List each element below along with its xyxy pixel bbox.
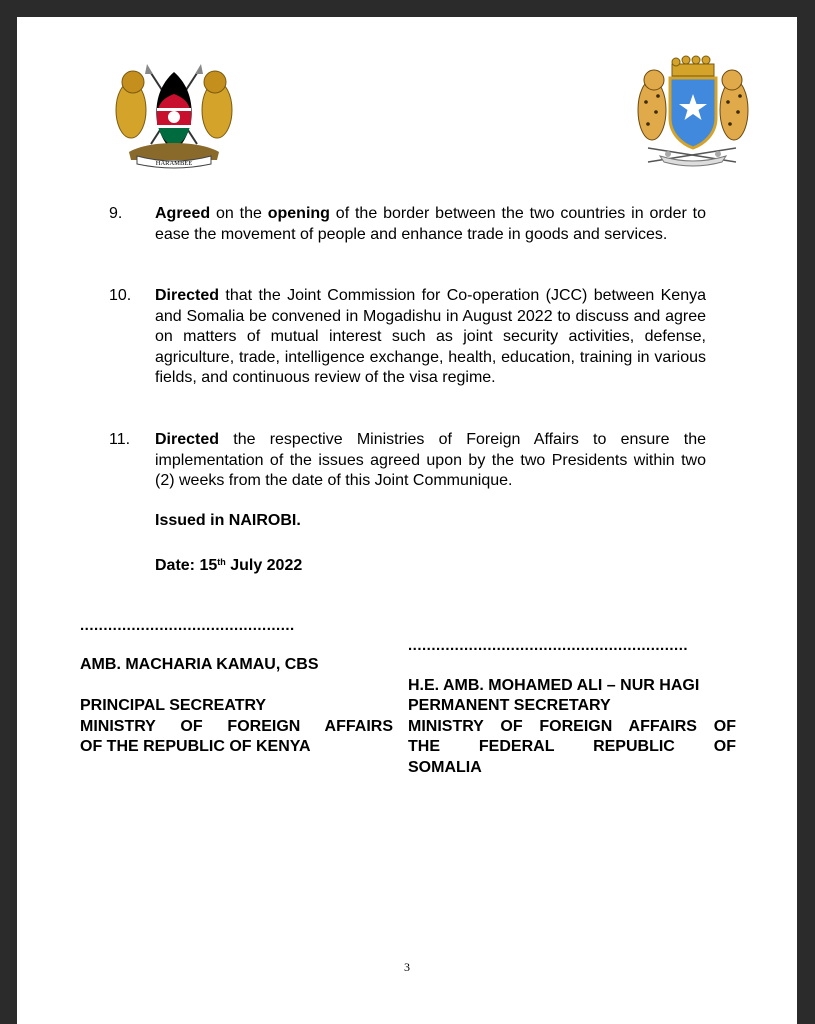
keyword-directed: Directed [155,431,220,448]
list-item-number: 11. [109,431,131,448]
signatory-org-somalia-line3: SOMALIA [408,759,482,776]
issued-location: Issued in NAIROBI. [155,512,301,529]
issue-date [155,552,302,576]
signatory-title-kenya: PRINCIPAL SECREATRY [80,697,267,714]
document-page [17,17,797,1024]
list-item-number: 10. [109,287,132,304]
signatory-org-kenya-line1: MINISTRY OF FOREIGN AFFAIRS [80,718,393,735]
signatory-org-kenya-line2: OF THE REPUBLIC OF KENYA [80,738,311,755]
text-segment: on the [210,205,268,222]
somalia-coat-of-arms-icon [630,52,755,177]
kenya-coat-of-arms-icon [109,52,239,170]
list-item-number: 9. [109,205,123,222]
list-item-text [155,204,706,245]
signature-line-kenya: .............................................. [80,617,295,634]
signatory-org-somalia-line1: MINISTRY OF FOREIGN AFFAIRS OF [408,718,736,735]
signature-line-somalia: ............................................................ [408,637,689,654]
keyword-opening: opening [267,205,330,222]
text-segment: of the border between the two countries in order to ease the movement of people and enhance trade in goods and services. [155,205,706,243]
keyword-directed: Directed [155,287,220,304]
signatory-name-somalia: H.E. AMB. MOHAMED ALI – NUR HAGI [408,677,700,694]
signatory-name-kenya: AMB. MACHARIA KAMAU, CBS [80,656,319,673]
signatory-org-somalia-line2: THE FEDERAL REPUBLIC OF [408,738,736,755]
signatory-title-somalia: PERMANENT SECRETARY [408,697,611,714]
list-item-text [155,430,706,492]
list-item-text [155,286,706,389]
text-segment: that the Joint Commission for Co-operation (JCC) between Kenya and Somalia be convened in Mogadishu in August 2022 to discuss and agree on matters of mutual interest such as joint security activities, defense, agriculture, trade, intelligence exchange, health, education, training in various fields, and continuous review of the visa regime. [155,287,706,386]
text-segment: the respective Ministries of Foreign Affairs to ensure the implementation of the issues agreed upon by the two Presidents within two (2) weeks from the date of this Joint Communique. [155,431,706,489]
kenya-motto: HARAMBEE [155,160,193,167]
date-month-year: July 2022 [225,557,303,574]
keyword-agreed: Agreed [155,205,211,222]
date-ordinal: th [217,557,226,567]
page-number: 3 [404,960,410,974]
date-day: Date: 15 [155,557,218,574]
